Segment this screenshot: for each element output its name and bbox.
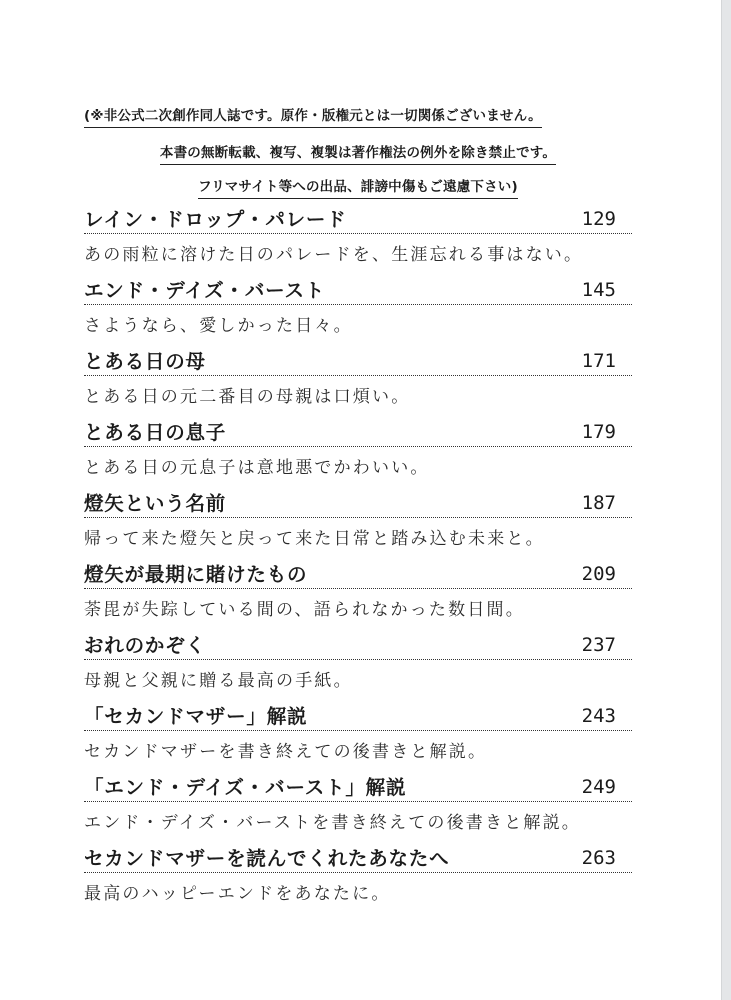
toc-entry-title-row: [84, 774, 632, 802]
toc-entry-title: とある日の母: [84, 350, 206, 373]
toc-entry-description: 帰って来た燈矢と戻って来た日常と踏み込む未来と。: [84, 529, 545, 549]
toc-entry-title: 燈矢が最期に賭けたもの: [84, 563, 308, 586]
toc-entry-title-row: [84, 348, 632, 376]
toc-entry-title-row: [84, 703, 632, 731]
toc-entry-page: 171: [581, 350, 616, 372]
toc-entry-title-row: [84, 845, 632, 873]
toc-entry-title: 燈矢という名前: [84, 492, 227, 515]
toc-entry-description: 最高のハッピーエンドをあなたに。: [84, 884, 391, 904]
toc-entry-page: 249: [581, 776, 616, 798]
toc-entry-page: 179: [581, 421, 616, 443]
toc-entry-description: セカンドマザーを書き終えての後書きと解説。: [84, 742, 488, 762]
disclaimer-text: (※非公式二次創作同人誌です。原作・版権元とは一切関係ございません。: [84, 107, 542, 128]
toc-entry-title: レイン・ドロップ・パレード: [84, 208, 347, 231]
toc-entry-title-row: [84, 632, 632, 660]
toc-entry-description: さようなら、愛しかった日々。: [84, 316, 353, 336]
toc-entry: [84, 348, 632, 419]
toc-entry-description: エンド・デイズ・バーストを書き終えての後書きと解説。: [84, 813, 581, 833]
toc-entry: [84, 703, 632, 774]
toc-entry-page: 209: [581, 563, 616, 585]
toc-entry-title: とある日の息子: [84, 421, 227, 444]
disclaimer-text: 本書の無断転載、複写、複製は著作権法の例外を除き禁止です。: [160, 144, 556, 165]
toc-entry-title-row: [84, 561, 632, 589]
toc-entry: [84, 632, 632, 703]
toc-entry-page: 263: [581, 847, 616, 869]
toc-entry-page: 237: [581, 634, 616, 656]
toc-entry-title: 「セカンドマザー」解説: [84, 705, 308, 728]
page-edge: [722, 0, 731, 1000]
toc-entry-title: エンド・デイズ・バースト: [84, 279, 326, 302]
toc-entry-title-row: [84, 490, 632, 518]
toc-entry-title-row: [84, 206, 632, 234]
disclaimer-line-1: [84, 107, 632, 128]
toc-entry: [84, 774, 632, 845]
disclaimer-line-2: [84, 144, 632, 165]
toc-entry-page: 187: [581, 492, 616, 514]
toc-entry-page: 145: [581, 279, 616, 301]
toc-entry: [84, 419, 632, 490]
toc-entry-page: 129: [581, 208, 616, 230]
toc-entry: [84, 490, 632, 561]
toc-entry-description: とある日の元息子は意地悪でかわいい。: [84, 458, 430, 478]
toc-entry-page: 243: [581, 705, 616, 727]
toc-entry-description: とある日の元二番目の母親は口煩い。: [84, 387, 411, 407]
toc-entry-description: あの雨粒に溶けた日のパレードを、生涯忘れる事はない。: [84, 245, 584, 265]
toc-entry: [84, 277, 632, 348]
toc-entry-title: おれのかぞく: [84, 634, 206, 657]
toc-entry: [84, 561, 632, 632]
disclaimer-text: フリマサイト等への出品、誹謗中傷もご遠慮下さい): [198, 178, 518, 199]
toc-entry-description: 母親と父親に贈る最高の手紙。: [84, 671, 353, 691]
toc-entry-title-row: [84, 419, 632, 447]
disclaimer-line-3: [84, 178, 632, 199]
toc-entry-title: 「エンド・デイズ・バースト」解説: [84, 776, 407, 799]
table-of-contents: [84, 206, 632, 916]
toc-entry-title-row: [84, 277, 632, 305]
toc-entry: [84, 206, 632, 277]
toc-entry-title: セカンドマザーを読んでくれたあなたへ: [84, 847, 450, 870]
toc-entry: [84, 845, 632, 916]
toc-entry-description: 荼毘が失踪している間の、語られなかった数日間。: [84, 600, 525, 620]
